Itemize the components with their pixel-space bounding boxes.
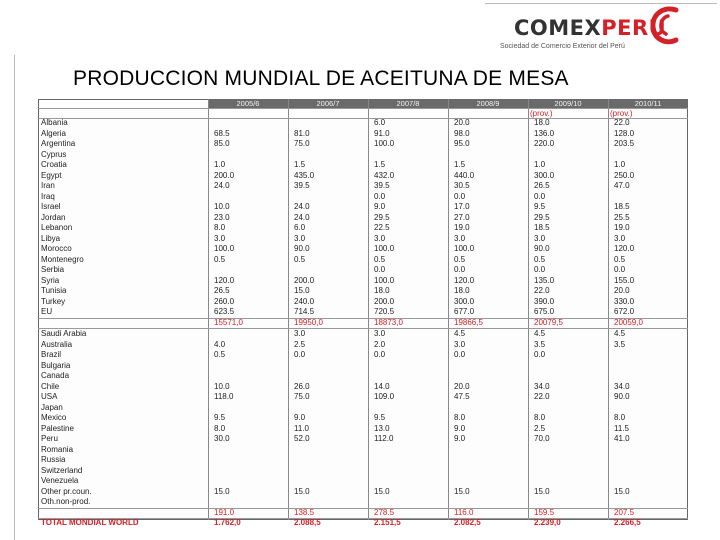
table-row (38, 244, 688, 255)
page-title: PRODUCCION MUNDIAL DE ACEITUNA DE MESA (73, 67, 569, 90)
row-value: 26.0 (294, 381, 310, 391)
row-value: 11.0 (294, 423, 309, 433)
table-row (38, 297, 688, 308)
column-header: 2008/9 (476, 99, 500, 108)
row-value: 17.0 (454, 202, 470, 211)
row-label: Libya (41, 233, 61, 243)
table-row (38, 371, 688, 382)
row-value: 75.0 (294, 139, 310, 148)
row-label: Palestine (41, 423, 74, 433)
table-row (38, 255, 688, 266)
row-value: 3.0 (454, 233, 466, 243)
row-value: 155.0 (614, 275, 635, 285)
table-row (38, 392, 688, 403)
table-row (38, 276, 688, 287)
row-value: 116.0 (454, 507, 474, 517)
row-value: 75.0 (294, 392, 310, 401)
row-label: Syria (41, 275, 60, 285)
column-header: 2010/11 (634, 99, 662, 108)
row-value: 30.5 (454, 181, 470, 190)
row-value: 159.5 (534, 507, 555, 517)
row-value: 22.0 (534, 286, 550, 295)
row-value: 4.5 (614, 329, 626, 338)
row-value: 0.5 (614, 254, 626, 264)
row-value: 191.0 (214, 507, 235, 517)
row-value: 128.0 (614, 128, 635, 138)
row-label: Cyprus (41, 149, 67, 159)
column-header: 2005/6 (236, 99, 260, 108)
table-row (38, 424, 688, 435)
row-value: 300.0 (454, 296, 475, 306)
table-row (38, 350, 688, 361)
row-value: 0.5 (214, 254, 226, 264)
row-value: 52.0 (294, 434, 310, 443)
row-value: 19866,5 (454, 317, 483, 327)
row-value: 3.0 (614, 233, 626, 243)
row-value: 15.0 (214, 486, 230, 496)
row-label: Egypt (41, 170, 62, 180)
row-value: 0.0 (454, 350, 466, 359)
column-header: 2007/8 (396, 99, 420, 108)
table-row (38, 139, 688, 150)
row-label: Israel (41, 202, 61, 211)
table-row (38, 202, 688, 213)
row-value: 440.0 (454, 170, 475, 180)
row-label: Other pr.coun. (41, 486, 92, 496)
row-value: 240.0 (294, 296, 315, 306)
row-value: 2.151,5 (374, 518, 401, 527)
row-label: Serbia (41, 265, 65, 274)
row-value: 24.0 (214, 181, 230, 190)
row-value: 20.0 (454, 118, 470, 127)
row-value: 135.0 (534, 275, 555, 285)
row-value: 98.0 (454, 128, 470, 138)
row-label: Tunisia (41, 286, 67, 295)
row-value: 85.0 (214, 139, 230, 148)
row-value: 91.0 (374, 128, 390, 138)
row-value: 330.0 (614, 296, 635, 306)
row-value: 8.0 (454, 413, 466, 422)
row-value: 138.5 (294, 507, 315, 517)
row-value: 203.5 (614, 139, 635, 148)
table-row (38, 434, 688, 445)
table-row (38, 234, 688, 245)
row-value: 623.5 (214, 307, 235, 316)
row-value: 260.0 (214, 296, 235, 306)
table-row (38, 150, 688, 161)
row-label: Japan (41, 402, 63, 412)
row-value: 4.5 (454, 329, 466, 338)
row-value: 118.0 (214, 392, 234, 401)
row-label: Algeria (41, 128, 66, 138)
row-value: 2.088,5 (294, 518, 321, 527)
row-value: 1.5 (374, 160, 386, 169)
row-value: 0.0 (294, 350, 306, 359)
row-value: 120.0 (614, 244, 635, 253)
row-value: 3.0 (374, 233, 386, 243)
row-value: 23.0 (214, 212, 230, 222)
row-label: Canada (41, 371, 70, 380)
row-value: 81.0 (294, 128, 310, 138)
row-value: 0.0 (534, 265, 546, 274)
row-value: 10.0 (214, 381, 230, 391)
row-value: 8.0 (214, 423, 226, 433)
row-value: 24.0 (294, 212, 310, 222)
row-value: 95.0 (454, 139, 470, 148)
row-value: 6.0 (374, 118, 386, 127)
row-value: 136.0 (534, 128, 555, 138)
table-row (38, 466, 688, 477)
row-value: 22.0 (534, 392, 550, 401)
row-label: Croatia (41, 160, 67, 169)
row-value: 20079,5 (534, 317, 563, 327)
row-value: 18.5 (614, 202, 630, 211)
table-row (38, 403, 688, 414)
row-value: 29.5 (534, 212, 550, 222)
row-value: 8.0 (214, 223, 226, 232)
row-label: Switzerland (41, 465, 83, 475)
row-label: Romania (41, 444, 74, 454)
subtotal-row (38, 508, 688, 519)
row-value: 278.5 (374, 507, 395, 517)
row-value: 18.5 (534, 223, 550, 232)
row-value: 0.0 (374, 191, 386, 201)
row-value: 25.5 (614, 212, 630, 222)
table-row (38, 340, 688, 351)
row-label: Morocco (41, 244, 72, 253)
row-label: Albania (41, 118, 68, 127)
row-value: 15.0 (374, 486, 390, 496)
row-value: 19.0 (614, 223, 630, 232)
row-value: 390.0 (534, 296, 555, 306)
row-value: 435.0 (294, 170, 315, 180)
row-value: 3.0 (374, 329, 386, 338)
row-value: 3.0 (454, 339, 466, 349)
row-value: 9.0 (294, 413, 306, 422)
row-value: 300.0 (534, 170, 555, 180)
row-value: 2.082,5 (454, 518, 481, 527)
row-value: 15.0 (294, 486, 310, 496)
row-value: 120.0 (214, 275, 235, 285)
row-value: 47.5 (454, 392, 470, 401)
row-value: 1.0 (534, 160, 546, 169)
row-value: 14.0 (374, 381, 390, 391)
row-value: 1.5 (294, 160, 306, 169)
row-label: EU (41, 307, 53, 316)
row-value: 9.0 (454, 434, 466, 443)
row-label: Lebanon (41, 223, 73, 232)
row-value: 109.0 (374, 392, 395, 401)
row-value: 15.0 (534, 486, 550, 496)
row-value: 120.0 (454, 275, 475, 285)
table-row (38, 445, 688, 456)
row-value: 90.0 (534, 244, 550, 253)
row-value: 3.5 (534, 339, 546, 349)
row-value: 0.5 (454, 254, 466, 264)
row-value: 677.0 (454, 307, 475, 316)
table-row (38, 160, 688, 171)
table-row (38, 213, 688, 224)
row-value: 70.0 (534, 434, 550, 443)
row-value: 26.5 (214, 286, 230, 295)
row-value: 0.5 (534, 254, 546, 264)
table-row (38, 487, 688, 498)
row-value: 24.0 (294, 202, 310, 211)
row-value: 68.5 (214, 128, 230, 138)
row-value: 3.0 (214, 233, 226, 243)
row-value: 2.239,0 (534, 518, 561, 527)
row-value: 20059,0 (614, 317, 643, 327)
row-value: 20.0 (454, 381, 470, 391)
row-value: 200.0 (214, 170, 235, 180)
row-value: 27.0 (454, 212, 470, 222)
row-value: 675.0 (534, 307, 555, 316)
row-label: Argentina (41, 139, 76, 148)
row-value: 4.5 (534, 329, 546, 338)
row-value: 18873,0 (374, 317, 403, 327)
row-value: 39.5 (374, 181, 390, 190)
row-value: 8.0 (614, 413, 626, 422)
row-value: 20.0 (614, 286, 630, 295)
row-value: 100.0 (214, 244, 235, 253)
row-value: 0.0 (534, 191, 546, 201)
row-value: 19.0 (454, 223, 470, 232)
row-value: 0.0 (534, 350, 546, 359)
row-value: 720.5 (374, 307, 395, 316)
row-label: Chile (41, 381, 60, 391)
row-label: USA (41, 392, 58, 401)
column-header: 2006/7 (316, 99, 340, 108)
row-value: 100.0 (374, 139, 395, 148)
total-row (38, 518, 688, 529)
row-label: Brazil (41, 350, 62, 359)
row-label: Mexico (41, 413, 67, 422)
row-value: 26.5 (534, 181, 550, 190)
logo-wordmark (514, 16, 666, 40)
table-row (38, 118, 688, 129)
row-label: Peru (41, 434, 58, 443)
row-value: 0.5 (214, 350, 226, 359)
row-label: Oth.non-prod. (41, 497, 91, 506)
row-value: 90.0 (294, 244, 310, 253)
row-value: 19950,0 (294, 317, 323, 327)
row-value: 4.0 (214, 339, 226, 349)
row-label: Montenegro (41, 254, 84, 264)
row-value: 1.5 (454, 160, 466, 169)
row-value: 15.0 (294, 286, 310, 295)
row-value: 3.5 (614, 339, 626, 349)
row-value: 34.0 (534, 381, 550, 391)
table-row (38, 129, 688, 140)
row-value: 100.0 (374, 244, 395, 253)
row-label: Iraq (41, 191, 55, 201)
table-row (38, 307, 688, 318)
row-divider (38, 108, 688, 109)
row-value: 1.0 (614, 160, 626, 169)
row-value: 0.0 (374, 265, 386, 274)
row-value: 6.0 (294, 223, 306, 232)
row-value: 0.0 (454, 191, 466, 201)
table-row (38, 181, 688, 192)
row-value: 3.0 (294, 233, 306, 243)
row-value: 1.0 (214, 160, 226, 169)
row-value: 3.0 (294, 329, 306, 338)
row-value: 34.0 (614, 381, 630, 391)
row-value: 0.0 (374, 350, 386, 359)
row-value: 22.5 (374, 223, 390, 232)
table-row (38, 192, 688, 203)
row-value: 9.5 (374, 413, 386, 422)
logo-brand-a: COMEX (514, 16, 602, 40)
table-row (38, 455, 688, 466)
row-value: 15571,0 (214, 317, 243, 327)
row-value: 2.5 (294, 339, 306, 349)
row-value: 39.5 (294, 181, 310, 190)
row-value: 9.5 (214, 413, 226, 422)
logo-swirl-icon (646, 4, 686, 48)
row-value: 0.5 (294, 254, 306, 264)
provisional-label: (prov.) (610, 109, 633, 118)
row-value: 8.0 (534, 413, 546, 422)
row-value: 2.0 (374, 339, 386, 349)
row-value: 1.762,0 (214, 518, 241, 527)
row-value: 2.5 (534, 423, 546, 433)
row-value: 29.5 (374, 212, 390, 222)
table-row (38, 329, 688, 340)
row-value: 18.0 (454, 286, 470, 295)
row-label: Australia (41, 339, 73, 349)
table-row (38, 223, 688, 234)
row-value: 10.0 (214, 202, 230, 211)
table-row (38, 497, 688, 508)
subtotal-row (38, 318, 688, 329)
row-value: 672.0 (614, 307, 635, 316)
table-row (38, 361, 688, 372)
row-value: 100.0 (374, 275, 395, 285)
row-label: Saudi Arabia (41, 329, 87, 338)
row-value: 18.0 (534, 118, 550, 127)
row-value: 207.5 (614, 507, 635, 517)
table-row (38, 382, 688, 393)
row-value: 90.0 (614, 392, 630, 401)
row-value: 0.0 (454, 265, 466, 274)
row-value: 30.0 (214, 434, 230, 443)
row-value: 220.0 (534, 139, 555, 148)
row-value: 200.0 (294, 275, 315, 285)
table-row (38, 476, 688, 487)
row-value: 18.0 (374, 286, 390, 295)
row-value: 714.5 (294, 307, 315, 316)
row-label: Bulgaria (41, 360, 71, 370)
row-label: Russia (41, 455, 66, 464)
row-label: TOTAL MONDIAL WORLD (41, 518, 139, 527)
logo-subtitle: Sociedad de Comercio Exterior del Perú (500, 43, 625, 50)
row-value: 15.0 (614, 486, 630, 496)
table-row (38, 265, 688, 276)
row-value: 41.0 (614, 434, 630, 443)
row-value: 47.0 (614, 181, 630, 190)
row-label: Iran (41, 181, 55, 190)
row-value: 2.266,5 (614, 518, 641, 527)
row-value: 9.0 (374, 202, 386, 211)
row-label: Venezuela (41, 476, 79, 485)
row-label: Jordan (41, 212, 66, 222)
column-header: 2009/10 (554, 99, 582, 108)
row-value: 0.5 (374, 254, 386, 264)
row-value: 9.5 (534, 202, 546, 211)
table-row (38, 413, 688, 424)
row-value: 13.0 (374, 423, 390, 433)
row-value: 15.0 (454, 486, 470, 496)
row-value: 0.0 (614, 265, 626, 274)
table-row (38, 171, 688, 182)
left-margin-rule (14, 55, 15, 540)
row-value: 432.0 (374, 170, 395, 180)
row-value: 100.0 (454, 244, 475, 253)
provisional-label: (prov.) (530, 109, 553, 118)
row-value: 200.0 (374, 296, 395, 306)
row-value: 3.0 (534, 233, 546, 243)
row-value: 250.0 (614, 170, 635, 180)
row-value: 11.5 (614, 423, 629, 433)
row-value: 9.0 (454, 423, 466, 433)
row-value: 22.0 (614, 118, 630, 127)
table-row (38, 286, 688, 297)
logo-brand-b: PERU (601, 16, 667, 40)
row-label: Turkey (41, 296, 66, 306)
row-value: 112.0 (374, 434, 394, 443)
